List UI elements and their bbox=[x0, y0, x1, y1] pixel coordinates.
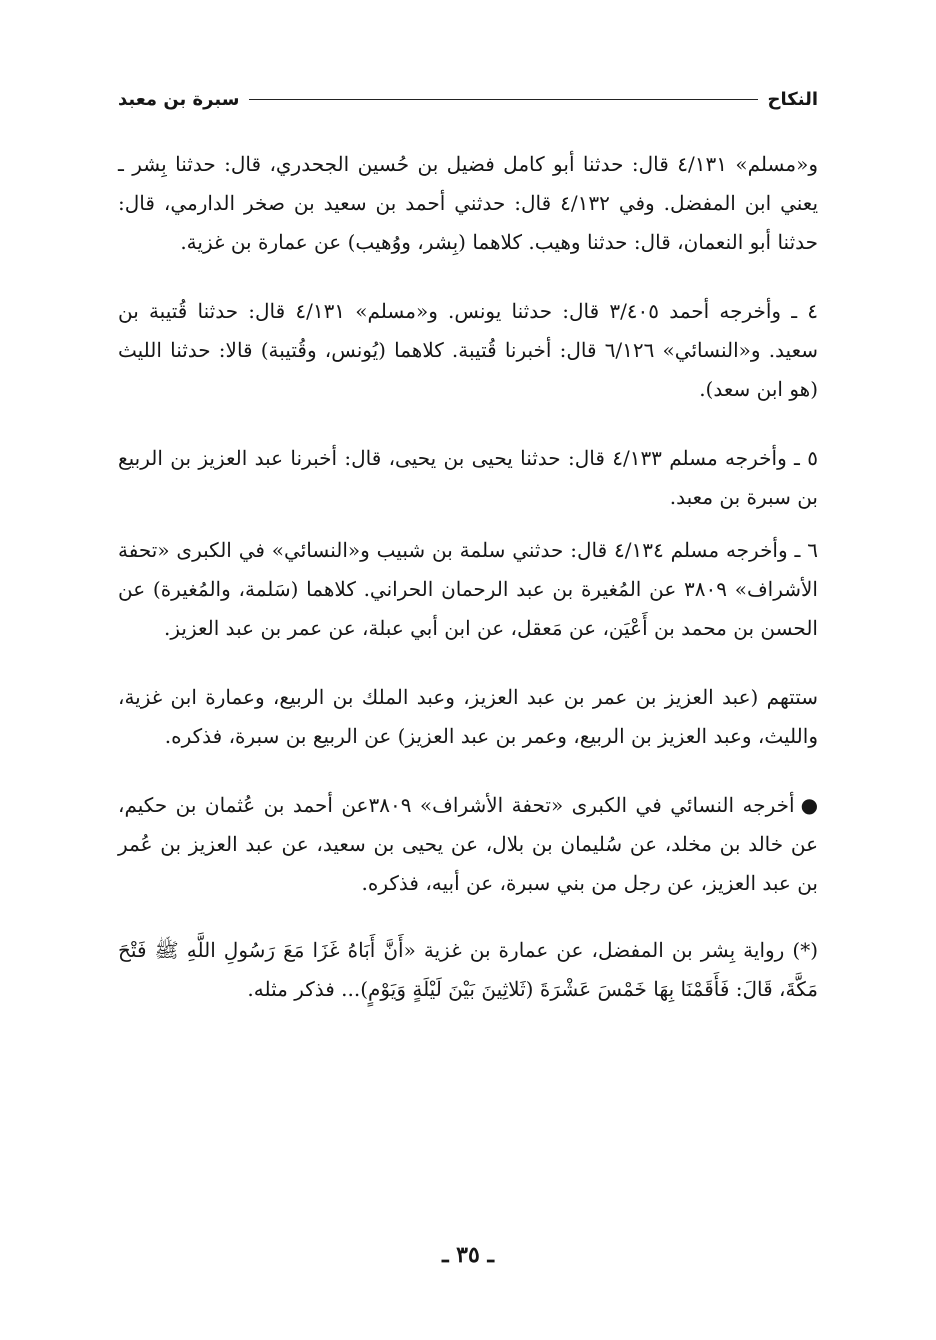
header-rule bbox=[249, 99, 757, 100]
paragraph-summary: ستتهم (عبد العزيز بن عمر بن عبد العزيز، وعبد الملك بن الربيع، وعمارة ابن غزية، والليث، وعبد العزيز بن الربيع، وعمر بن عبد العزيز) عن الربيع بن سبرة، فذكره. bbox=[118, 685, 819, 748]
paragraph-takhrij-5: ٥ ـ وأخرجه مسلم ٤/١٣٣ قال: حدثنا يحيى بن يحيى، قال: أخبرنا عبد العزيز بن الربيع بن سبرة بن معبد. bbox=[118, 446, 818, 509]
running-header bbox=[118, 84, 818, 114]
paragraph-takhrij-6: ٦ ـ وأخرجه مسلم ٤/١٣٤ قال: حدثني سلمة بن شبيب و«النسائي» في الكبرى «تحفة الأشراف» ٣٨٠٩ عن المُغيرة بن عبد الرحمان الحراني. كلاهما (سَلمة، والمُغيرة) عن الحسن بن محمد بن أَعْيَن، عن مَعقل، عن ابن أبي عبلة، عن عمر بن عبد العزيز. bbox=[118, 538, 818, 640]
page-number: ـ ٣٥ ـ bbox=[442, 1242, 494, 1268]
page-body bbox=[118, 145, 818, 1009]
header-narrator-name: سبرة بن معبد bbox=[118, 88, 240, 110]
footnote: (*) رواية بِشر بن المفضل، عن عمارة بن غزية «أَنَّ أَبَاهُ غَزَا مَعَ رَسُولِ اللَّهِ ﷺ فَتْحَ مَكَّةَ، قَالَ: فَأَقَمْنَا بِهَا خَمْسَ عَشْرَةَ (ثَلاثِينَ بَيْنَ لَيْلَةٍ وَيَوْمٍ)... فذكر مثله. bbox=[118, 938, 818, 1001]
paragraph-muslim-chain: و«مسلم» ٤/١٣١ قال: حدثنا أبو كامل فضيل بن حُسين الجحدري، قال: حدثنا بِشر ـ يعني ابن المفضل. وفي ٤/١٣٢ قال: حدثني أحمد بن سعيد بن صخر الدارمي، قال: حدثنا أبو النعمان، قال: حدثنا وهيب. كلاهما (بِشر، ووُهيب) عن عمارة بن غزية. bbox=[118, 152, 819, 254]
bullet-paragraph bbox=[118, 786, 818, 903]
bullet-dot-icon: ● bbox=[800, 793, 819, 817]
header-chapter-title: النكاح bbox=[767, 88, 818, 110]
paragraph-takhrij-4: ٤ ـ وأخرجه أحمد ٣/٤٠٥ قال: حدثنا يونس. و«مسلم» ٤/١٣١ قال: حدثنا قُتيبة بن سعيد. و«النسائي» ٦/١٢٦ قال: أخبرنا قُتيبة. كلاهما (يُونس، وقُتيبة) قالا: حدثنا الليث (هو ابن سعد). bbox=[118, 299, 819, 401]
bullet-text: أخرجه النسائي في الكبرى «تحفة الأشراف» ٣٨٠٩عن أحمد بن عُثمان بن حكيم، عن خالد بن مخلد، عن سُليمان بن بلال، عن يحيى بن سعيد، عن عبد العزيز بن عُمر بن عبد العزيز، عن رجل من بني سبرة، عن أبيه، فذكره. bbox=[118, 793, 818, 895]
